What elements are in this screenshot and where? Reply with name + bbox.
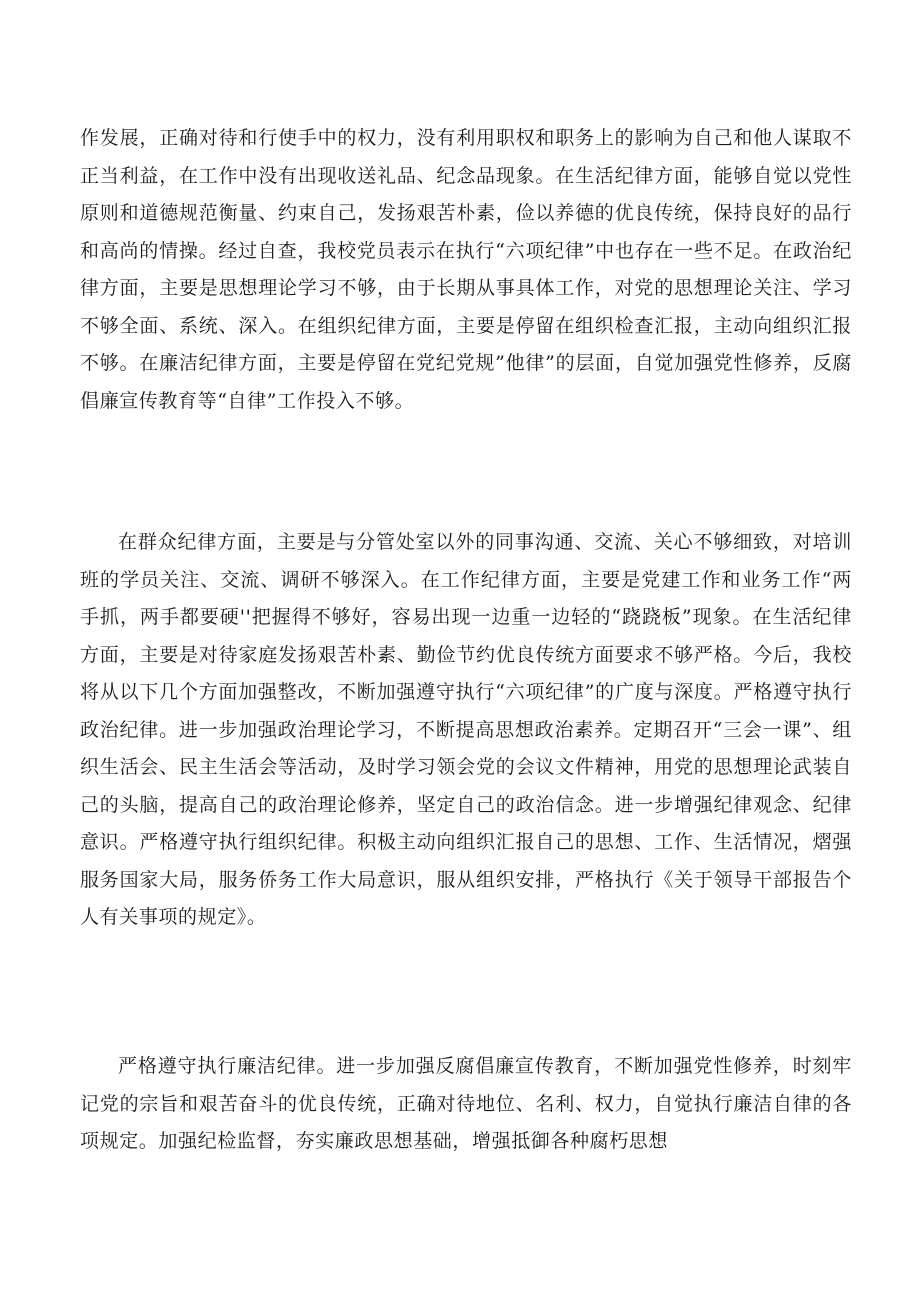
paragraph-3: 严格遵守执行廉洁纪律。进一步加强反腐倡廉宣传教育，不断加强党性修养，时刻牢记党的宗旨和艰苦奋斗的优良传统，正确对待地位、名利、权力，自觉执行廉洁自律的各项规定。加强纪检监督，夯实廉政思想基础，增强抵御各种腐朽思想: [80, 1055, 852, 1152]
paragraph-1: 作发展，正确对待和行使手中的权力，没有利用职权和职务上的影响为自己和他人谋取不正当利益，在工作中没有出现收送礼品、纪念品现象。在生活纪律方面，能够自觉以党性原则和道德规范衡量、约束自己，发扬艰苦朴素，俭以养德的优良传统，保持良好的品行和高尚的情操。经过自查，我校党员表示在执行“六项纪律”中也存在一些不足。在政治纪律方面，主要是思想理论学习不够，由于长期从事具体工作，对党的思想理论关注、学习不够全面、系统、深入。在组织纪律方面，主要是停留在组织检查汇报，主动向组织汇报不够。在廉洁纪律方面，主要是停留在党纪党规”他律”的层面，自觉加强党性修养，反腐倡廉宣传教育等“自律”工作投入不够。: [80, 127, 852, 412]
paragraph-2: 在群众纪律方面，主要是与分管处室以外的同事沟通、交流、关心不够细致，对培训班的学员关注、交流、调研不够深入。在工作纪律方面，主要是党建工作和业务工作“两手抓，两手都要硬''把握得不够好，容易出现一边重一边轻的“跷跷板”现象。在生活纪律方面，主要是对待家庭发扬艰苦朴素、勤俭节约优良传统方面要求不够严格。今后，我校将从以下几个方面加强整改，不断加强遵守执行“六项纪律”的广度与深度。严格遵守执行政治纪律。进一步加强政治理论学习，不断提高思想政治素养。定期召开“三会一课”、组织生活会、民主生活会等活动，及时学习领会党的会议文件精神，用党的思想理论武装自己的头脑，提高自己的政治理论修养，坚定自己的政治信念。进一步增强纪律观念、纪律意识。严格遵守执行组织纪律。积极主动向组织汇报自己的思想、工作、生活情况，熠强服务国家大局，服务侨务工作大局意识，服从组织安排，严格执行《关于领导干部报告个人有关事项的规定》。: [80, 531, 852, 928]
